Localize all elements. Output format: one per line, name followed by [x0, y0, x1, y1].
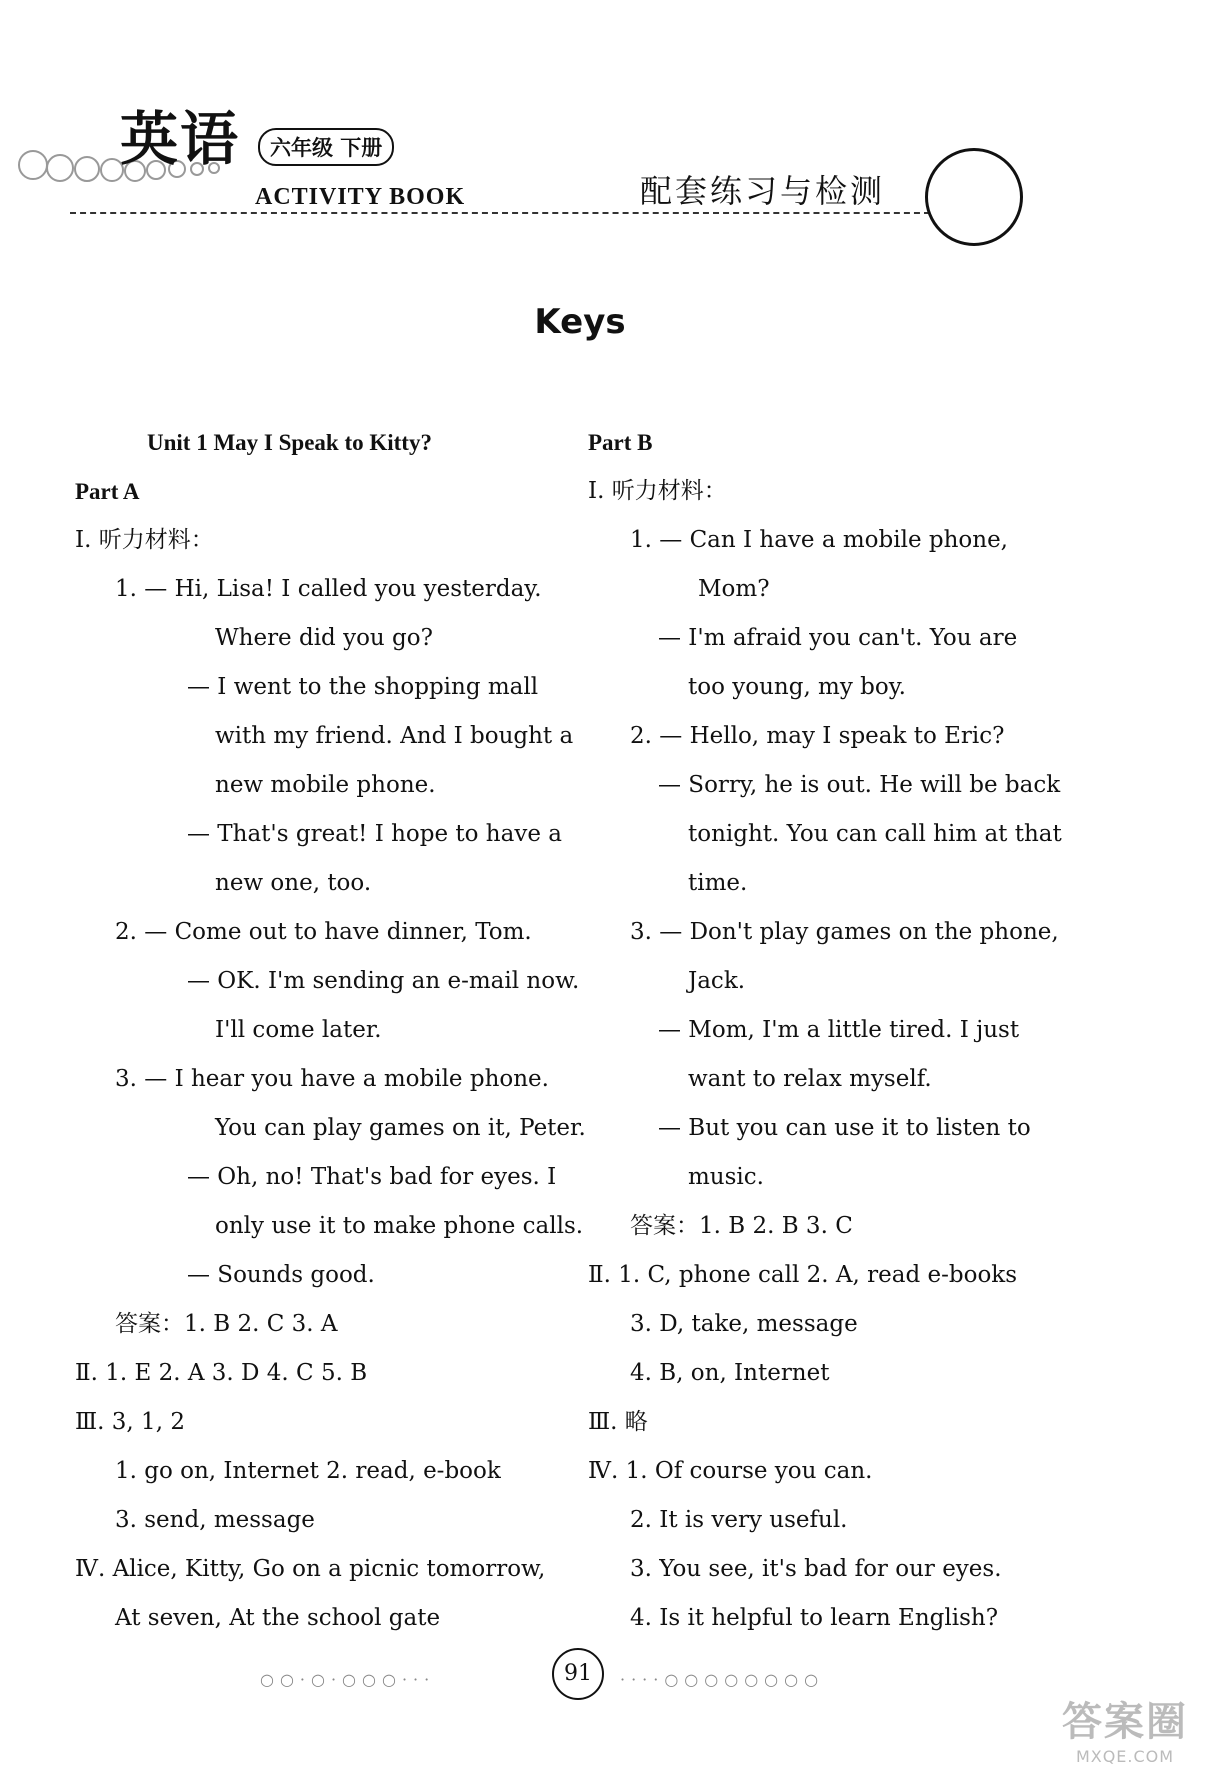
right-line: Ⅰ. 听力材料：	[588, 478, 727, 504]
left-line: — Oh, no! That's bad for eyes. I	[187, 1164, 557, 1190]
right-line: 3. — Don't play games on the phone,	[630, 919, 1059, 945]
left-column	[75, 418, 586, 1643]
right-line: 2. It is very useful.	[630, 1507, 848, 1533]
right-line: tonight. You can call him at that	[688, 821, 1062, 847]
page-header	[0, 0, 1212, 230]
right-line: 4. Is it helpful to learn English?	[630, 1605, 999, 1631]
left-line: 2. — Come out to have dinner, Tom.	[115, 919, 532, 945]
right-line: — Sorry, he is out. He will be back	[658, 772, 1061, 798]
left-line: Ⅱ. 1. E 2. A 3. D 4. C 5. B	[75, 1360, 368, 1386]
right-line: Ⅱ. 1. C, phone call 2. A, read e-books	[588, 1262, 1018, 1288]
left-line: Ⅳ. Alice, Kitty, Go on a picnic tomorrow,	[75, 1556, 546, 1582]
left-line: Part A	[75, 479, 140, 504]
left-line: 3. send, message	[115, 1507, 315, 1533]
watermark-url: MXQE.COM	[1075, 1747, 1175, 1766]
right-line: 3. You see, it's bad for our eyes.	[630, 1556, 1002, 1582]
right-line: Ⅳ. 1. Of course you can.	[588, 1458, 873, 1484]
right-line: Jack.	[688, 968, 746, 994]
left-line: I'll come later.	[215, 1017, 382, 1043]
left-line: only use it to make phone calls.	[215, 1213, 584, 1239]
right-line: 答案：1. B 2. B 3. C	[630, 1213, 853, 1239]
right-line: — I'm afraid you can't. You are	[658, 625, 1018, 651]
left-line: — That's great! I hope to have a	[187, 821, 562, 847]
right-line: — Mom, I'm a little tired. I just	[658, 1017, 1020, 1043]
decorative-circle	[925, 148, 1023, 246]
left-line: — I went to the shopping mall	[187, 674, 539, 700]
right-line: 1. — Can I have a mobile phone,	[630, 527, 1008, 553]
left-line: You can play games on it, Peter.	[215, 1115, 586, 1141]
left-line: At seven, At the school gate	[115, 1605, 441, 1631]
footer-dots-right: ····○○○○○○○○	[620, 1670, 825, 1689]
left-line: new one, too.	[215, 870, 372, 896]
left-line: with my friend. And I bought a	[215, 723, 574, 749]
right-column	[588, 418, 1062, 1643]
right-line: music.	[688, 1164, 764, 1190]
right-line: Mom?	[698, 576, 770, 602]
book-title: 英语	[120, 105, 241, 173]
left-line: Where did you go?	[215, 625, 433, 651]
left-line: 1. go on, Internet 2. read, e-book	[115, 1458, 501, 1484]
header-divider	[70, 212, 930, 214]
book-subtitle: 配套练习与检测	[640, 172, 886, 210]
left-line: Ⅲ. 3, 1, 2	[75, 1409, 185, 1435]
right-line: Ⅲ. 略	[588, 1409, 648, 1435]
grade-badge: 六年级 下册	[258, 128, 394, 166]
right-line: 4. B, on, Internet	[630, 1360, 830, 1386]
right-line: 2. — Hello, may I speak to Eric?	[630, 723, 1005, 749]
watermark-logo	[1040, 1690, 1210, 1766]
right-line: want to relax myself.	[688, 1066, 932, 1092]
right-line: too young, my boy.	[688, 674, 906, 700]
right-line: time.	[688, 870, 748, 896]
left-line: 答案：1. B 2. C 3. A	[115, 1311, 338, 1337]
left-line: — Sounds good.	[187, 1262, 375, 1288]
right-line: Part B	[588, 430, 653, 455]
page-number: 91	[552, 1648, 604, 1700]
right-line: — But you can use it to listen to	[658, 1115, 1031, 1141]
page-title: Keys	[534, 302, 626, 342]
page-footer	[0, 1648, 1212, 1708]
footer-dots-left: ○○·○·○○○···	[260, 1670, 436, 1689]
left-line: new mobile phone.	[215, 772, 436, 798]
left-line: Unit 1 May I Speak to Kitty?	[147, 430, 432, 455]
activity-book-label: ACTIVITY BOOK	[255, 184, 466, 210]
left-line: Ⅰ. 听力材料：	[75, 527, 214, 553]
left-line: 1. — Hi, Lisa! I called you yesterday.	[115, 576, 542, 602]
right-line: 3. D, take, message	[630, 1311, 858, 1337]
left-line: 3. — I hear you have a mobile phone.	[115, 1066, 549, 1092]
watermark-text: 答案圈	[1062, 1699, 1188, 1745]
left-line: — OK. I'm sending an e-mail now.	[187, 968, 580, 994]
